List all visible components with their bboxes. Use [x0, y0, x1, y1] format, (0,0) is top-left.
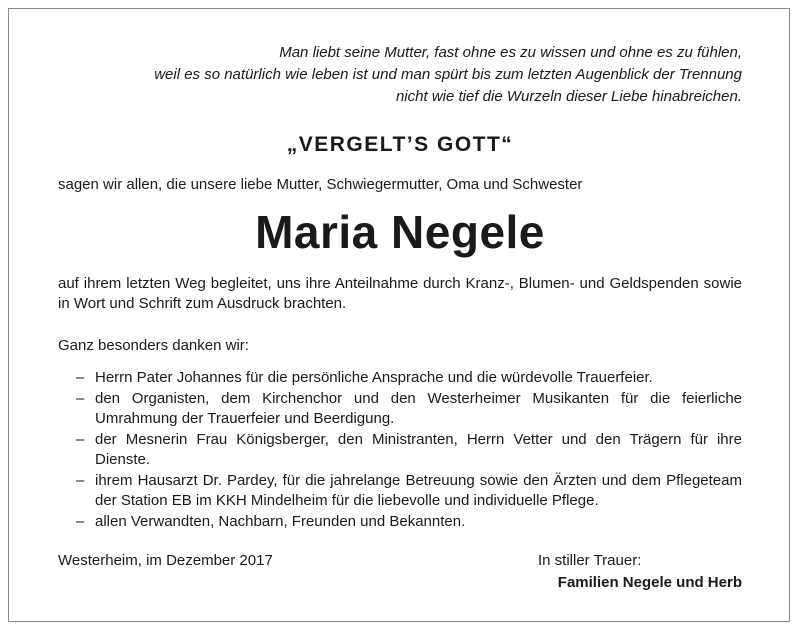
quote-line: Man liebt seine Mutter, fast ohne es zu wissen und ohne es zu fühlen,	[279, 44, 742, 61]
place-date: Westerheim, im Dezember 2017	[58, 552, 273, 569]
thanks-intro: Ganz besonders danken wir:	[58, 337, 249, 354]
list-item: – der Mesnerin Frau Königsberger, den Ministranten, Herrn Vetter und den Trägern für ihre Dienste.	[76, 430, 742, 471]
family-signature: Familien Negele und Herb	[557, 574, 742, 591]
thanks-list	[76, 368, 742, 532]
mourning-label: In stiller Trauer:	[538, 552, 642, 569]
list-item: – allen Verwandten, Nachbarn, Freunden und Bekannten.	[76, 512, 742, 533]
intro-text: sagen wir allen, die unsere liebe Mutter, Schwiegermutter, Oma und Schwester	[58, 176, 583, 193]
opening-quote	[42, 42, 742, 108]
list-item: – ihrem Hausarzt Dr. Pardey, für die jahrelange Betreuung sowie den Ärzten und dem Pflegeteam der Station EB im KKH Mindelheim für die liebevolle und individuelle Pflege.	[76, 471, 742, 512]
list-item: – den Organisten, dem Kirchenchor und den Westerheimer Musikanten für die feierliche Umrahmung der Trauerfeier und Beerdigung.	[76, 389, 742, 430]
deceased-name: Maria Negele	[255, 206, 545, 258]
headline: „VERGELT’S GOTT“	[286, 133, 514, 156]
quote-line: weil es so natürlich wie leben ist und man spürt bis zum letzten Augenblick der Trennung	[154, 66, 742, 83]
quote-line: nicht wie tief die Wurzeln dieser Liebe hinabreichen.	[395, 88, 742, 105]
thanks-paragraph: auf ihrem letzten Weg begleitet, uns ihre Anteilnahme durch Kranz-, Blumen- und Geldspenden sowie in Wort und Schrift zum Ausdruck brachten.	[58, 275, 742, 312]
list-item: – Herrn Pater Johannes für die persönliche Ansprache und die würdevolle Trauerfeier.	[76, 368, 742, 389]
